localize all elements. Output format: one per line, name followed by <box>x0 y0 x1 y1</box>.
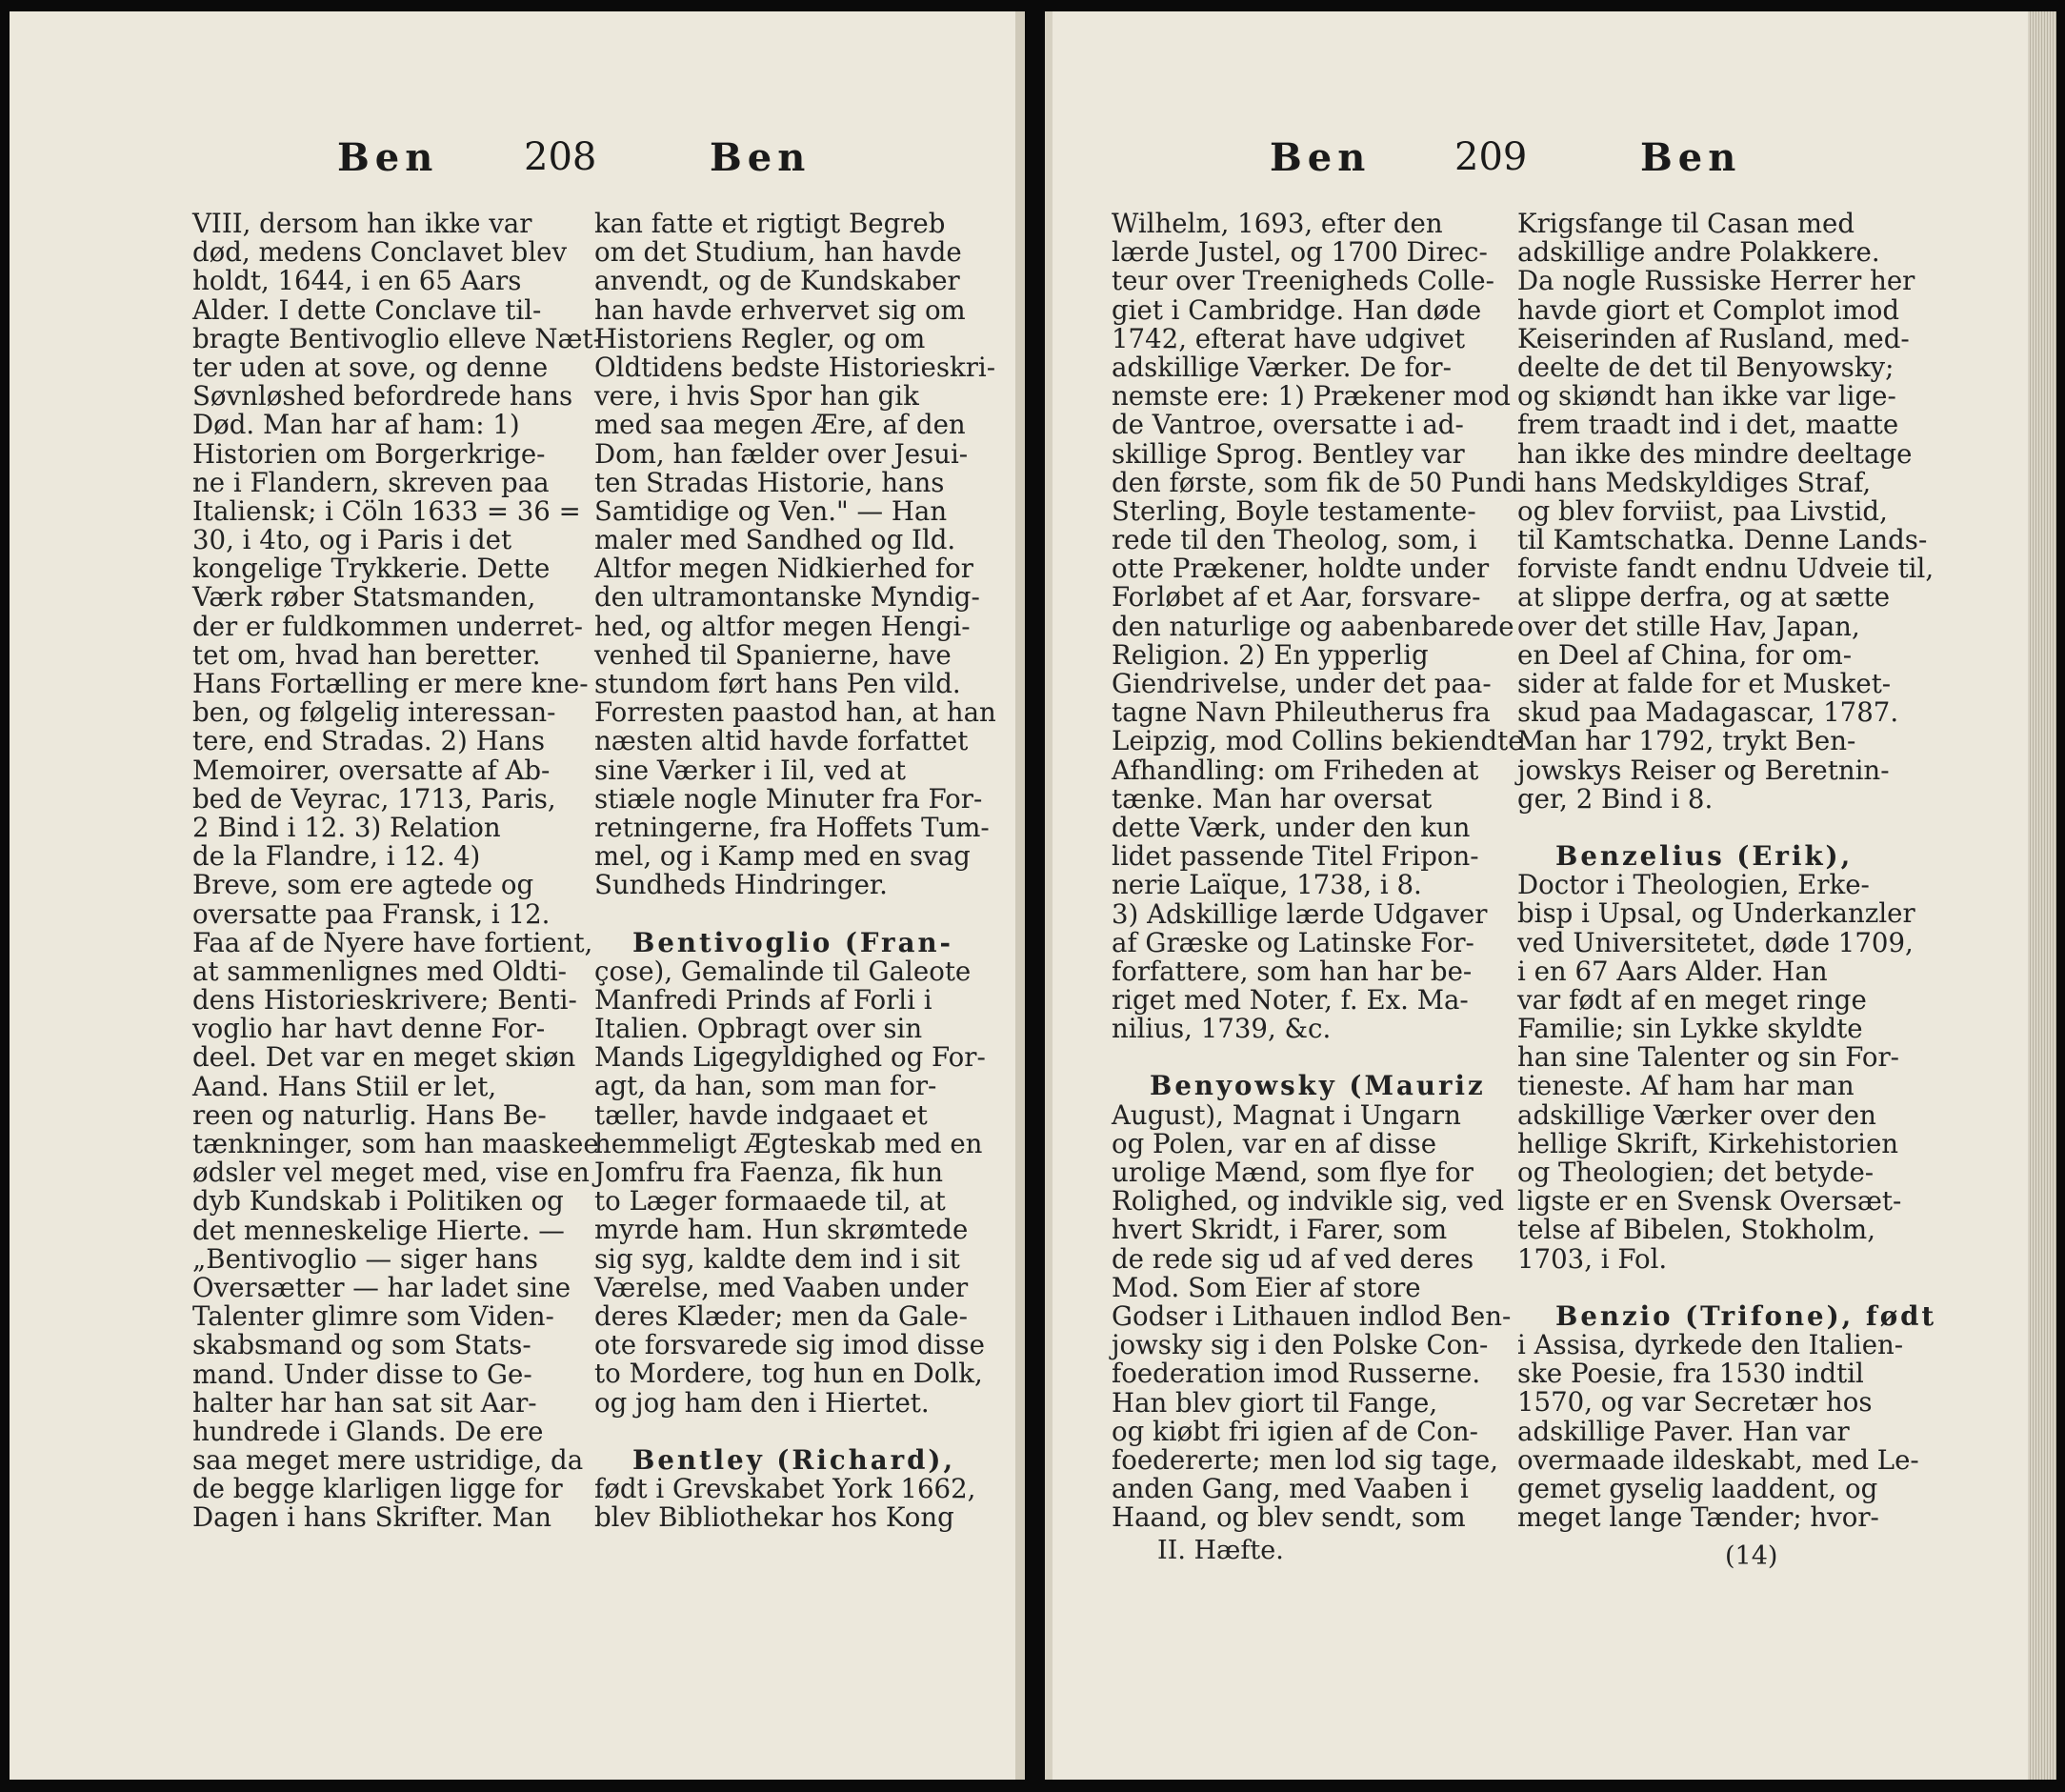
text-line: retningerne, fra Hoffets Tum- <box>594 811 990 843</box>
text-line: af Græske og Latinske For- <box>1112 926 1474 958</box>
text-line: otte Prækener, holdte under <box>1112 553 1490 585</box>
left-header-word-left: Ben <box>337 135 439 180</box>
text-line: Forresten paastod han, at han <box>594 696 996 729</box>
text-line: jowsky sig i den Polske Con- <box>1112 1329 1489 1361</box>
text-line: Oversætter — har ladet sine <box>192 1271 571 1303</box>
entry-gap <box>1517 814 1895 842</box>
entry-gap <box>1517 1274 1895 1302</box>
text-line: om det Studium, han havde <box>594 236 962 269</box>
text-line: August), Magnat i Ungarn <box>1112 1098 1461 1131</box>
right-page-number: 209 <box>1454 135 1528 179</box>
text-line: Manfredi Prinds af Forli i <box>594 983 932 1016</box>
text-line: Memoirer, oversatte af Ab- <box>192 754 551 786</box>
text-line: Man har 1792, trykt Ben- <box>1517 725 1856 757</box>
text-line: Sterling, Boyle testamente- <box>1112 494 1476 527</box>
text-line: Leipzig, mod Collins bekiendte <box>1112 725 1524 757</box>
text-line: Forløbet af et Aar, forsvare- <box>1112 581 1481 614</box>
text-line: vere, i hvis Spor han gik <box>594 380 919 413</box>
gathering-number: (14) <box>1725 1541 1778 1571</box>
text-line: at sammenlignes med Oldti- <box>192 955 567 987</box>
text-line: 1703, i Fol. <box>1517 1242 1668 1275</box>
text-line: med saa megen Ære, af den <box>594 409 966 441</box>
text-line: havde giort et Complot imod <box>1517 293 1900 326</box>
text-line: Godser i Lithauen indlod Ben- <box>1112 1299 1512 1332</box>
text-line: i en 67 Aars Alder. Han <box>1517 955 1828 987</box>
text-line: stundom ført hans Pen vild. <box>594 668 961 699</box>
text-line: det menneskelige Hierte. — <box>192 1214 565 1246</box>
text-line: han sine Talenter og sin For- <box>1517 1041 1899 1074</box>
text-line: ne i Flandern, skreven paa <box>192 466 550 498</box>
text-line: Breve, som ere agtede og <box>192 869 534 901</box>
text-line: Sundheds Hindringer. <box>594 869 888 901</box>
text-line: myrde ham. Hun skrømtede <box>594 1214 969 1246</box>
text-line: Værelse, med Vaaben under <box>594 1271 969 1303</box>
text-line: de la Flandre, i 12. 4) <box>192 840 481 873</box>
text-line: i hans Medskyldiges Straf, <box>1517 466 1872 498</box>
text-line: Giendrivelse, under det paa- <box>1112 668 1492 699</box>
entry-headword-line: Benzelius (Erik), <box>1555 839 1854 872</box>
entry-gap <box>594 1418 972 1446</box>
text-line: to Læger formaaede til, at <box>594 1185 946 1218</box>
text-line: Doctor i Theologien, Erke- <box>1517 869 1870 901</box>
text-line: i Assisa, dyrkede den Italien- <box>1517 1328 1904 1360</box>
page-edge <box>2028 11 2056 1780</box>
text-line: voglio har havt denne For- <box>192 1013 546 1045</box>
text-line: oversatte paa Fransk, i 12. <box>192 897 551 930</box>
text-line: dyb Kundskab i Politiken og <box>192 1185 564 1218</box>
text-line: 30, i 4to, og i Paris i det <box>192 524 512 556</box>
text-line: lidet passende Titel Fripon- <box>1112 840 1479 873</box>
right-page <box>1045 11 2056 1780</box>
text-line: kongelige Trykkerie. Dette <box>192 553 551 585</box>
text-line: holdt, 1644, i en 65 Aars <box>192 265 522 297</box>
text-line: hemmeligt Ægteskab med en <box>594 1127 983 1159</box>
text-line: født i Grevskabet York 1662, <box>594 1472 976 1504</box>
text-line: nerie Laïque, 1738, i 8. <box>1112 869 1422 901</box>
right-column-2 <box>1517 208 1937 1534</box>
text-line: Wilhelm, 1693, efter den <box>1112 208 1443 239</box>
text-line: bed de Veyrac, 1713, Paris, <box>192 782 556 815</box>
text-line: sine Værker i Iil, ved at <box>594 754 906 786</box>
text-line: tieneste. Af ham har man <box>1517 1070 1854 1102</box>
text-line: død, medens Conclavet blev <box>192 236 568 269</box>
right-header-word-right: Ben <box>1640 135 1742 180</box>
text-line: „Bentivoglio — siger hans <box>192 1242 538 1275</box>
text-line: frem traadt ind i det, maatte <box>1517 409 1899 441</box>
text-line: den naturlige og aabenbarede <box>1112 610 1514 642</box>
text-line: tere, end Stradas. 2) Hans <box>192 725 546 757</box>
text-line: giet i Cambridge. Han døde <box>1112 293 1482 326</box>
right-header-word-left: Ben <box>1270 135 1372 180</box>
text-line: ødsler vel meget med, vise en <box>192 1157 590 1189</box>
text-line: ten Stradas Historie, hans <box>594 466 945 498</box>
text-line: Rolighed, og indvikle sig, ved <box>1112 1185 1505 1218</box>
text-line: adskillige Værker. De for- <box>1112 351 1452 383</box>
text-line: VIII, dersom han ikke var <box>192 208 532 239</box>
text-line: nilius, 1739, &c. <box>1112 1013 1332 1045</box>
text-line: tagne Navn Phileutherus fra <box>1112 696 1491 729</box>
text-line: ved Universitetet, døde 1709, <box>1517 926 1914 958</box>
text-line: hed, og altfor megen Hengi- <box>594 610 971 642</box>
text-line: ske Poesie, fra 1530 indtil <box>1517 1358 1864 1390</box>
text-line: teur over Treenigheds Colle- <box>1112 265 1494 297</box>
text-line: de Vantroe, oversatte i ad- <box>1112 409 1464 441</box>
entry-gap <box>1112 1043 1493 1072</box>
text-line: Talenter glimre som Viden- <box>192 1300 554 1333</box>
entry-headword-line: Bentley (Richard), <box>632 1443 956 1476</box>
text-line: og jog ham den i Hiertet. <box>594 1386 930 1419</box>
text-line: Religion. 2) En ypperlig <box>1112 638 1429 671</box>
text-line: Mod. Som Eier af store <box>1112 1271 1421 1303</box>
entry-gap <box>594 900 972 929</box>
text-line: saa meget mere ustridige, da <box>192 1444 584 1477</box>
text-line: ben, og følgelig interessan- <box>192 696 556 729</box>
text-line: Søvnløshed befordrede hans <box>192 380 573 413</box>
text-line: maler med Sandhed og Ild. <box>594 524 956 556</box>
text-line: Da nogle Russiske Herrer her <box>1517 265 1915 297</box>
text-line: nemste ere: 1) Prækener mod <box>1112 380 1511 413</box>
text-line: gemet gyselig laaddent, og <box>1517 1472 1878 1504</box>
right-column-1 <box>1112 208 1524 1534</box>
text-line: mand. Under disse to Ge- <box>192 1358 532 1390</box>
text-line: skud paa Madagascar, 1787. <box>1517 696 1899 729</box>
text-line: telse af Bibelen, Stokholm, <box>1517 1214 1875 1246</box>
text-line: de rede sig ud af ved deres <box>1112 1242 1474 1275</box>
text-line: lærde Justel, og 1700 Direc- <box>1112 236 1488 269</box>
text-line: Haand, og blev sendt, som <box>1112 1501 1466 1534</box>
text-line: reen og naturlig. Hans Be- <box>192 1098 547 1131</box>
text-line: jowskys Reiser og Beretnin- <box>1517 754 1890 786</box>
text-line: ligste er en Svensk Oversæt- <box>1517 1185 1902 1218</box>
text-line: Oldtidens bedste Historieskri- <box>594 351 996 383</box>
text-line: hellige Skrift, Kirkehistorien <box>1517 1127 1899 1159</box>
text-line: ger, 2 Bind i 8. <box>1517 782 1714 815</box>
text-line: deres Klæder; men da Gale- <box>594 1299 968 1332</box>
text-line: agt, da han, som man for- <box>594 1070 937 1102</box>
text-line: meget lange Tænder; hvor- <box>1517 1501 1879 1534</box>
text-line: var født af en meget ringe <box>1517 983 1867 1016</box>
text-line: adskillige Paver. Han var <box>1517 1415 1850 1447</box>
text-line: forviste fandt endnu Udveie til, <box>1517 553 1935 585</box>
text-line: to Mordere, tog hun en Dolk, <box>594 1358 983 1390</box>
text-line: sig syg, kaldte dem ind i sit <box>594 1242 960 1275</box>
text-line: Familie; sin Lykke skyldte <box>1517 1013 1863 1045</box>
text-line: Historiens Regler, og om <box>594 322 926 354</box>
text-line: den ultramontanske Myndig- <box>594 581 980 614</box>
text-line: og Theologien; det betyde- <box>1517 1157 1875 1188</box>
text-line: tet om, hvad han beretter. <box>192 638 541 671</box>
text-line: Krigsfange til Casan med <box>1517 208 1855 239</box>
text-line: Værk røber Statsmanden, <box>192 581 536 614</box>
text-line: riget med Noter, f. Ex. Ma- <box>1112 984 1469 1017</box>
entry-headword-line: Benyowsky (Mauriz <box>1150 1070 1486 1102</box>
text-line: forfattere, som han har be- <box>1112 955 1473 987</box>
signature-mark: II. Hæfte. <box>1157 1536 1284 1565</box>
text-line: og kiøbt fri igien af de Con- <box>1112 1415 1478 1447</box>
text-line: foederation imod Russerne. <box>1112 1358 1481 1390</box>
text-line: 1742, efterat have udgivet <box>1112 322 1466 354</box>
text-line: Han blev giort til Fange, <box>1112 1386 1438 1419</box>
text-line: Altfor megen Nidkierhed for <box>594 553 973 585</box>
text-line: den første, som fik de 50 Pund <box>1112 466 1519 498</box>
text-line: Mands Ligegyldighed og For- <box>594 1041 986 1074</box>
text-line: Dagen i hans Skrifter. Man <box>192 1501 552 1534</box>
text-line: han havde erhvervet sig om <box>594 293 966 326</box>
text-line: çose), Gemalinde til Galeote <box>594 955 972 987</box>
text-line: overmaade ildeskabt, med Le- <box>1517 1443 1919 1476</box>
text-line: og blev forviist, paa Livstid, <box>1517 494 1888 527</box>
text-line: adskillige andre Polakkere. <box>1517 236 1880 269</box>
text-line: urolige Mænd, som flye for <box>1112 1157 1474 1188</box>
text-line: Samtidige og Ven." — Han <box>594 494 948 527</box>
text-line: Død. Man har af ham: 1) <box>192 409 520 441</box>
entry-headword-line: Benzio (Trifone), født <box>1555 1299 1937 1332</box>
text-line: adskillige Værker over den <box>1517 1098 1876 1131</box>
left-page <box>10 11 1025 1780</box>
text-line: venhed til Spanierne, have <box>594 638 952 671</box>
left-column-2 <box>594 208 996 1534</box>
text-line: skillige Sprog. Bentley var <box>1112 437 1465 470</box>
text-line: Italiensk; i Cöln 1633 = 36 = <box>192 494 581 527</box>
text-line: og Polen, var en af disse <box>1112 1127 1437 1159</box>
text-line: til Kamtschatka. Denne Lands- <box>1517 524 1928 556</box>
text-line: Dom, han fælder over Jesui- <box>594 437 969 470</box>
text-line: der er fuldkommen underret- <box>192 610 583 642</box>
text-line: anvendt, og de Kundskaber <box>594 265 960 297</box>
text-line: og skiøndt han ikke var lige- <box>1517 380 1896 413</box>
text-line: deelte de det til Benyowsky; <box>1517 351 1895 383</box>
text-line: dens Historieskrivere; Benti- <box>192 984 577 1017</box>
text-line: han ikke des mindre deeltage <box>1517 437 1913 470</box>
text-line: Faa af de Nyere have fortient, <box>192 926 593 958</box>
left-page-number: 208 <box>524 135 597 179</box>
text-line: næsten altid havde forfattet <box>594 725 969 757</box>
text-line: 1570, og var Secretær hos <box>1517 1386 1873 1419</box>
text-line: bragte Bentivoglio elleve Næt- <box>192 322 602 354</box>
text-line: en Deel af China, for om- <box>1517 638 1853 671</box>
text-line: de begge klarligen ligge for <box>192 1473 563 1505</box>
text-line: dette Værk, under den kun <box>1112 811 1471 843</box>
left-column-1 <box>192 208 602 1534</box>
text-line: foedererte; men lod sig tage, <box>1112 1443 1498 1476</box>
text-line: at slippe derfra, og at sætte <box>1517 581 1891 614</box>
text-line: deel. Det var en meget skiøn <box>192 1041 576 1074</box>
text-line: mel, og i Kamp med en svag <box>594 840 971 873</box>
text-line: Historien om Borgerkrige- <box>192 437 546 470</box>
text-line: hundrede i Glands. De ere <box>192 1415 544 1447</box>
text-line: halter har han sat sit Aar- <box>192 1386 537 1419</box>
text-line: hvert Skridt, i Farer, som <box>1112 1214 1448 1246</box>
text-line: over det stille Hav, Japan, <box>1517 610 1860 642</box>
text-line: Keiserinden af Rusland, med- <box>1517 322 1910 354</box>
entry-headword-line: Bentivoglio (Fran- <box>632 926 953 958</box>
text-line: blev Bibliothekar hos Kong <box>594 1501 954 1534</box>
text-line: stiæle nogle Minuter fra For- <box>594 782 983 815</box>
text-line: Afhandling: om Friheden at <box>1112 754 1479 786</box>
text-line: Hans Fortælling er mere kne- <box>192 668 589 699</box>
left-header-word-right: Ben <box>710 135 812 180</box>
text-line: tænke. Man har oversat <box>1112 782 1433 815</box>
text-line: kan fatte et rigtigt Begreb <box>594 208 946 239</box>
text-line: tænkninger, som han maaskee <box>192 1128 599 1159</box>
text-line: bisp i Upsal, og Underkanzler <box>1517 897 1915 930</box>
text-line: sider at falde for et Musket- <box>1517 668 1892 699</box>
text-line: ter uden at sove, og denne <box>192 351 549 383</box>
text-line: 3) Adskillige lærde Udgaver <box>1112 897 1488 930</box>
text-line: Jomfru fra Faenza, fik hun <box>594 1157 943 1188</box>
text-line: anden Gang, med Vaaben i <box>1112 1473 1469 1505</box>
text-line: Italien. Opbragt over sin <box>594 1013 923 1045</box>
text-line: rede til den Theolog, som, i <box>1112 524 1477 556</box>
text-line: skabsmand og som Stats- <box>192 1329 531 1361</box>
text-line: Alder. I dette Conclave til- <box>192 293 542 326</box>
text-line: Aand. Hans Stiil er let, <box>192 1070 497 1102</box>
text-line: ote forsvarede sig imod disse <box>594 1329 985 1361</box>
text-line: tæller, havde indgaaet et <box>594 1098 928 1131</box>
text-line: 2 Bind i 12. 3) Relation <box>192 811 501 843</box>
